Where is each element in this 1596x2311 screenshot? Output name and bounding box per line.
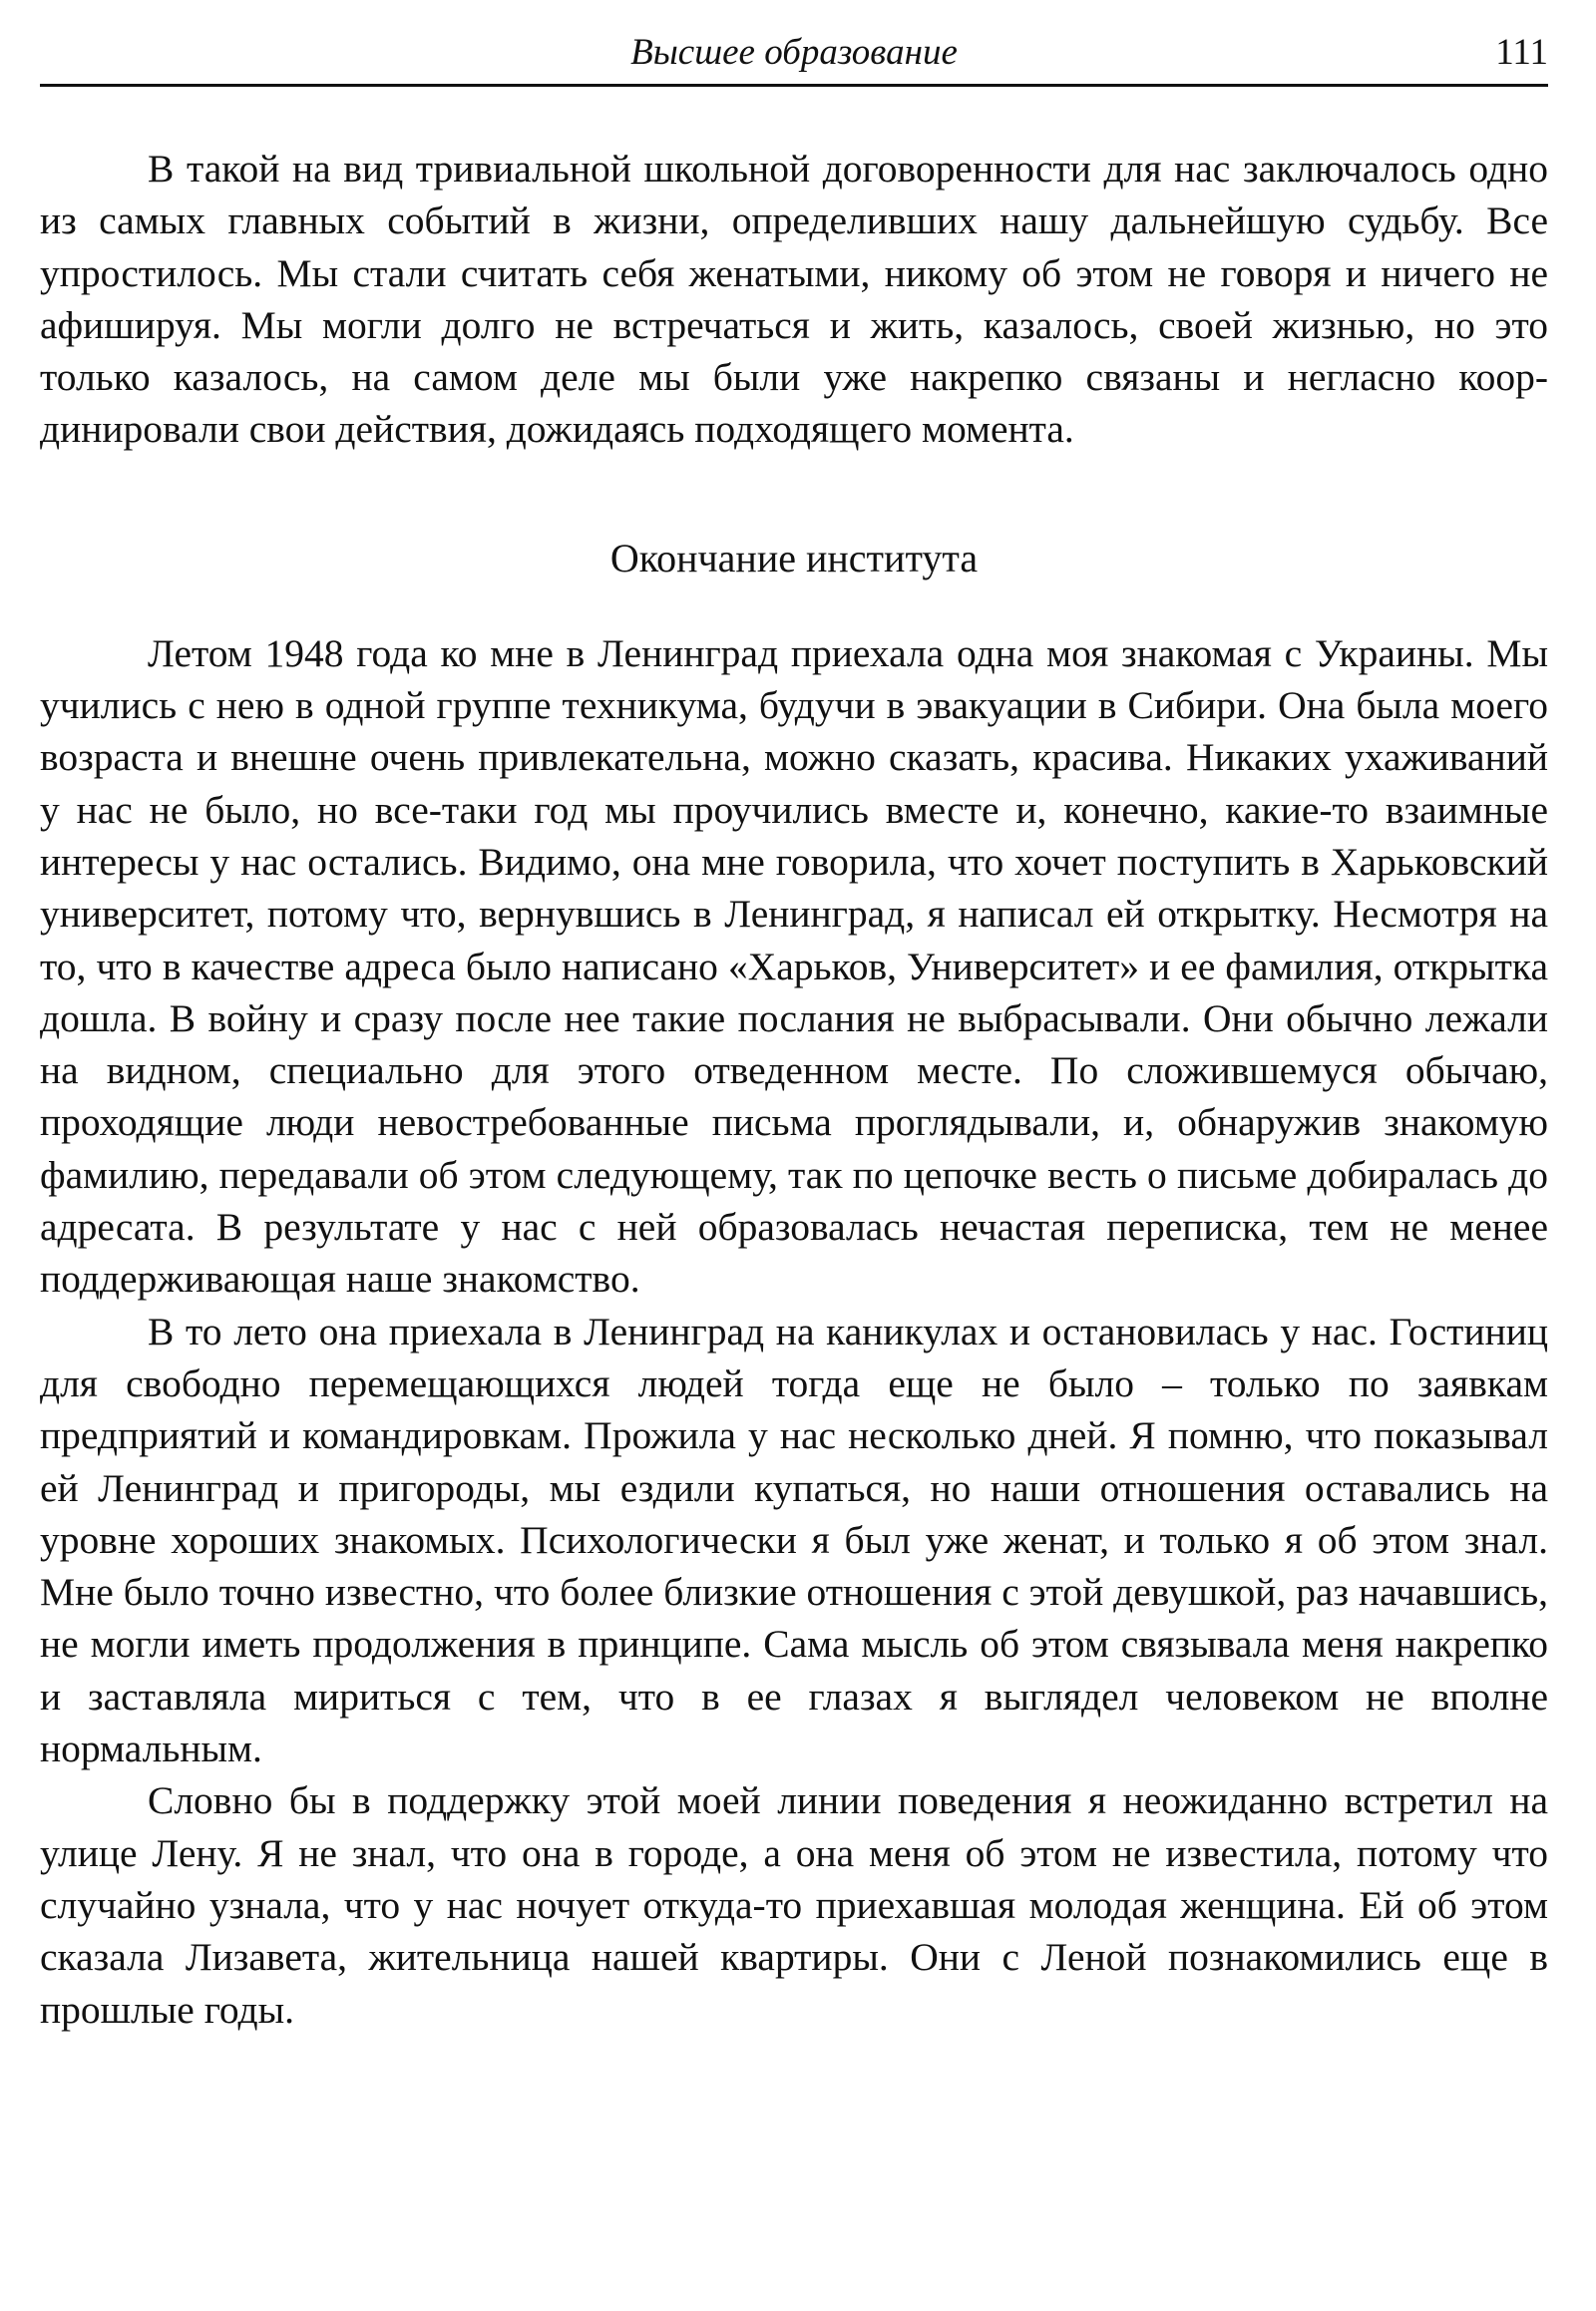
intro-text [40, 143, 1548, 456]
running-header [40, 28, 1548, 87]
section-heading: Окончание института [609, 535, 979, 580]
paragraph: Летом 1948 года ко мне в Ленинград приехала одна моя знакомая с Украины. Мы учились с нею в одной группе техникума, будучи в эвакуации в Сибири. Она была моего возраста и внешне очень привлекательна, можно сказать, красива. Никаких ухаживаний у нас не было, но все-таки год мы проучились вместе и, конечно, какие-то взаимные интересы у нас остались. Видимо, она мне говорила, что хочет поступить в Харьковский университет, потому что, вернувшись в Ленинград, я написал ей открытку. Несмотря на то, что в качестве адреса было написано «Харьков, Университет» и ее фамилия, открытка дошла. В войну и сразу после нее такие послания не выбрасывали. Они обычно лежали на видном, специально для этого отведенном месте. По сложившемуся обычаю, проходящие люди невостребованные письма проглядывали, и, обнаружив знакомую фамилию, передавали об этом следующему, так по цепочке весть о письме добиралась до адресата. В результате у нас с ней образовалась нечастая переписка, тем не менее поддерживающая наше знакомство. [40, 630, 1548, 1302]
page-number: 111 [1495, 32, 1548, 73]
section-text [40, 627, 1548, 2036]
paragraph: В такой на вид тривиальной школьной договоренности для нас заключалось одно из самых главных событий в жизни, определивших нашу дальнейшую судьбу. Все упростилось. Мы стали считать себя женатыми, никому об этом не говоря и ничего не афишируя. Мы могли долго не встречаться и жить, казалось, своей жизнью, но это только казалось, на самом деле мы были уже накрепко связаны и негласно координировали свои действия, дожидаясь подходящего момента. [40, 147, 1548, 452]
paragraph: В то лето она приехала в Ленинград на каникулах и остановилась у нас. Гостиниц для свободно перемещающихся людей тогда еще не было – только по заявкам предприятий и командировкам. Прожила у нас несколько дней. Я помню, что показывал ей Ленинград и пригороды, мы ездили купаться, но наши отношения оставались на уровне хороших знакомых. Психологически я был уже женат, и только я об этом знал. Мне было точно известно, что более близкие отношения с этой девушкой, раз начавшись, не могли иметь продолжения в принципе. Сама мысль об этом связывала меня накрепко и заставляла мириться с тем, что в ее глазах я выглядел человеком не вполне нормальным. [40, 1309, 1548, 1771]
running-title: Высшее образование [630, 32, 958, 73]
paragraph: Словно бы в поддержку этой моей линии поведения я неожиданно встретил на улице Лену. Я не знал, что она в городе, а она меня об этом не известила, потому что случайно узнала, что у нас ночует откуда-то приехавшая молодая женщина. Ей об этом сказала Лизавета, жительница нашей квартиры. Они с Леной познакомились еще в прошлые годы. [40, 1778, 1548, 2032]
book-page [40, 28, 1548, 2036]
